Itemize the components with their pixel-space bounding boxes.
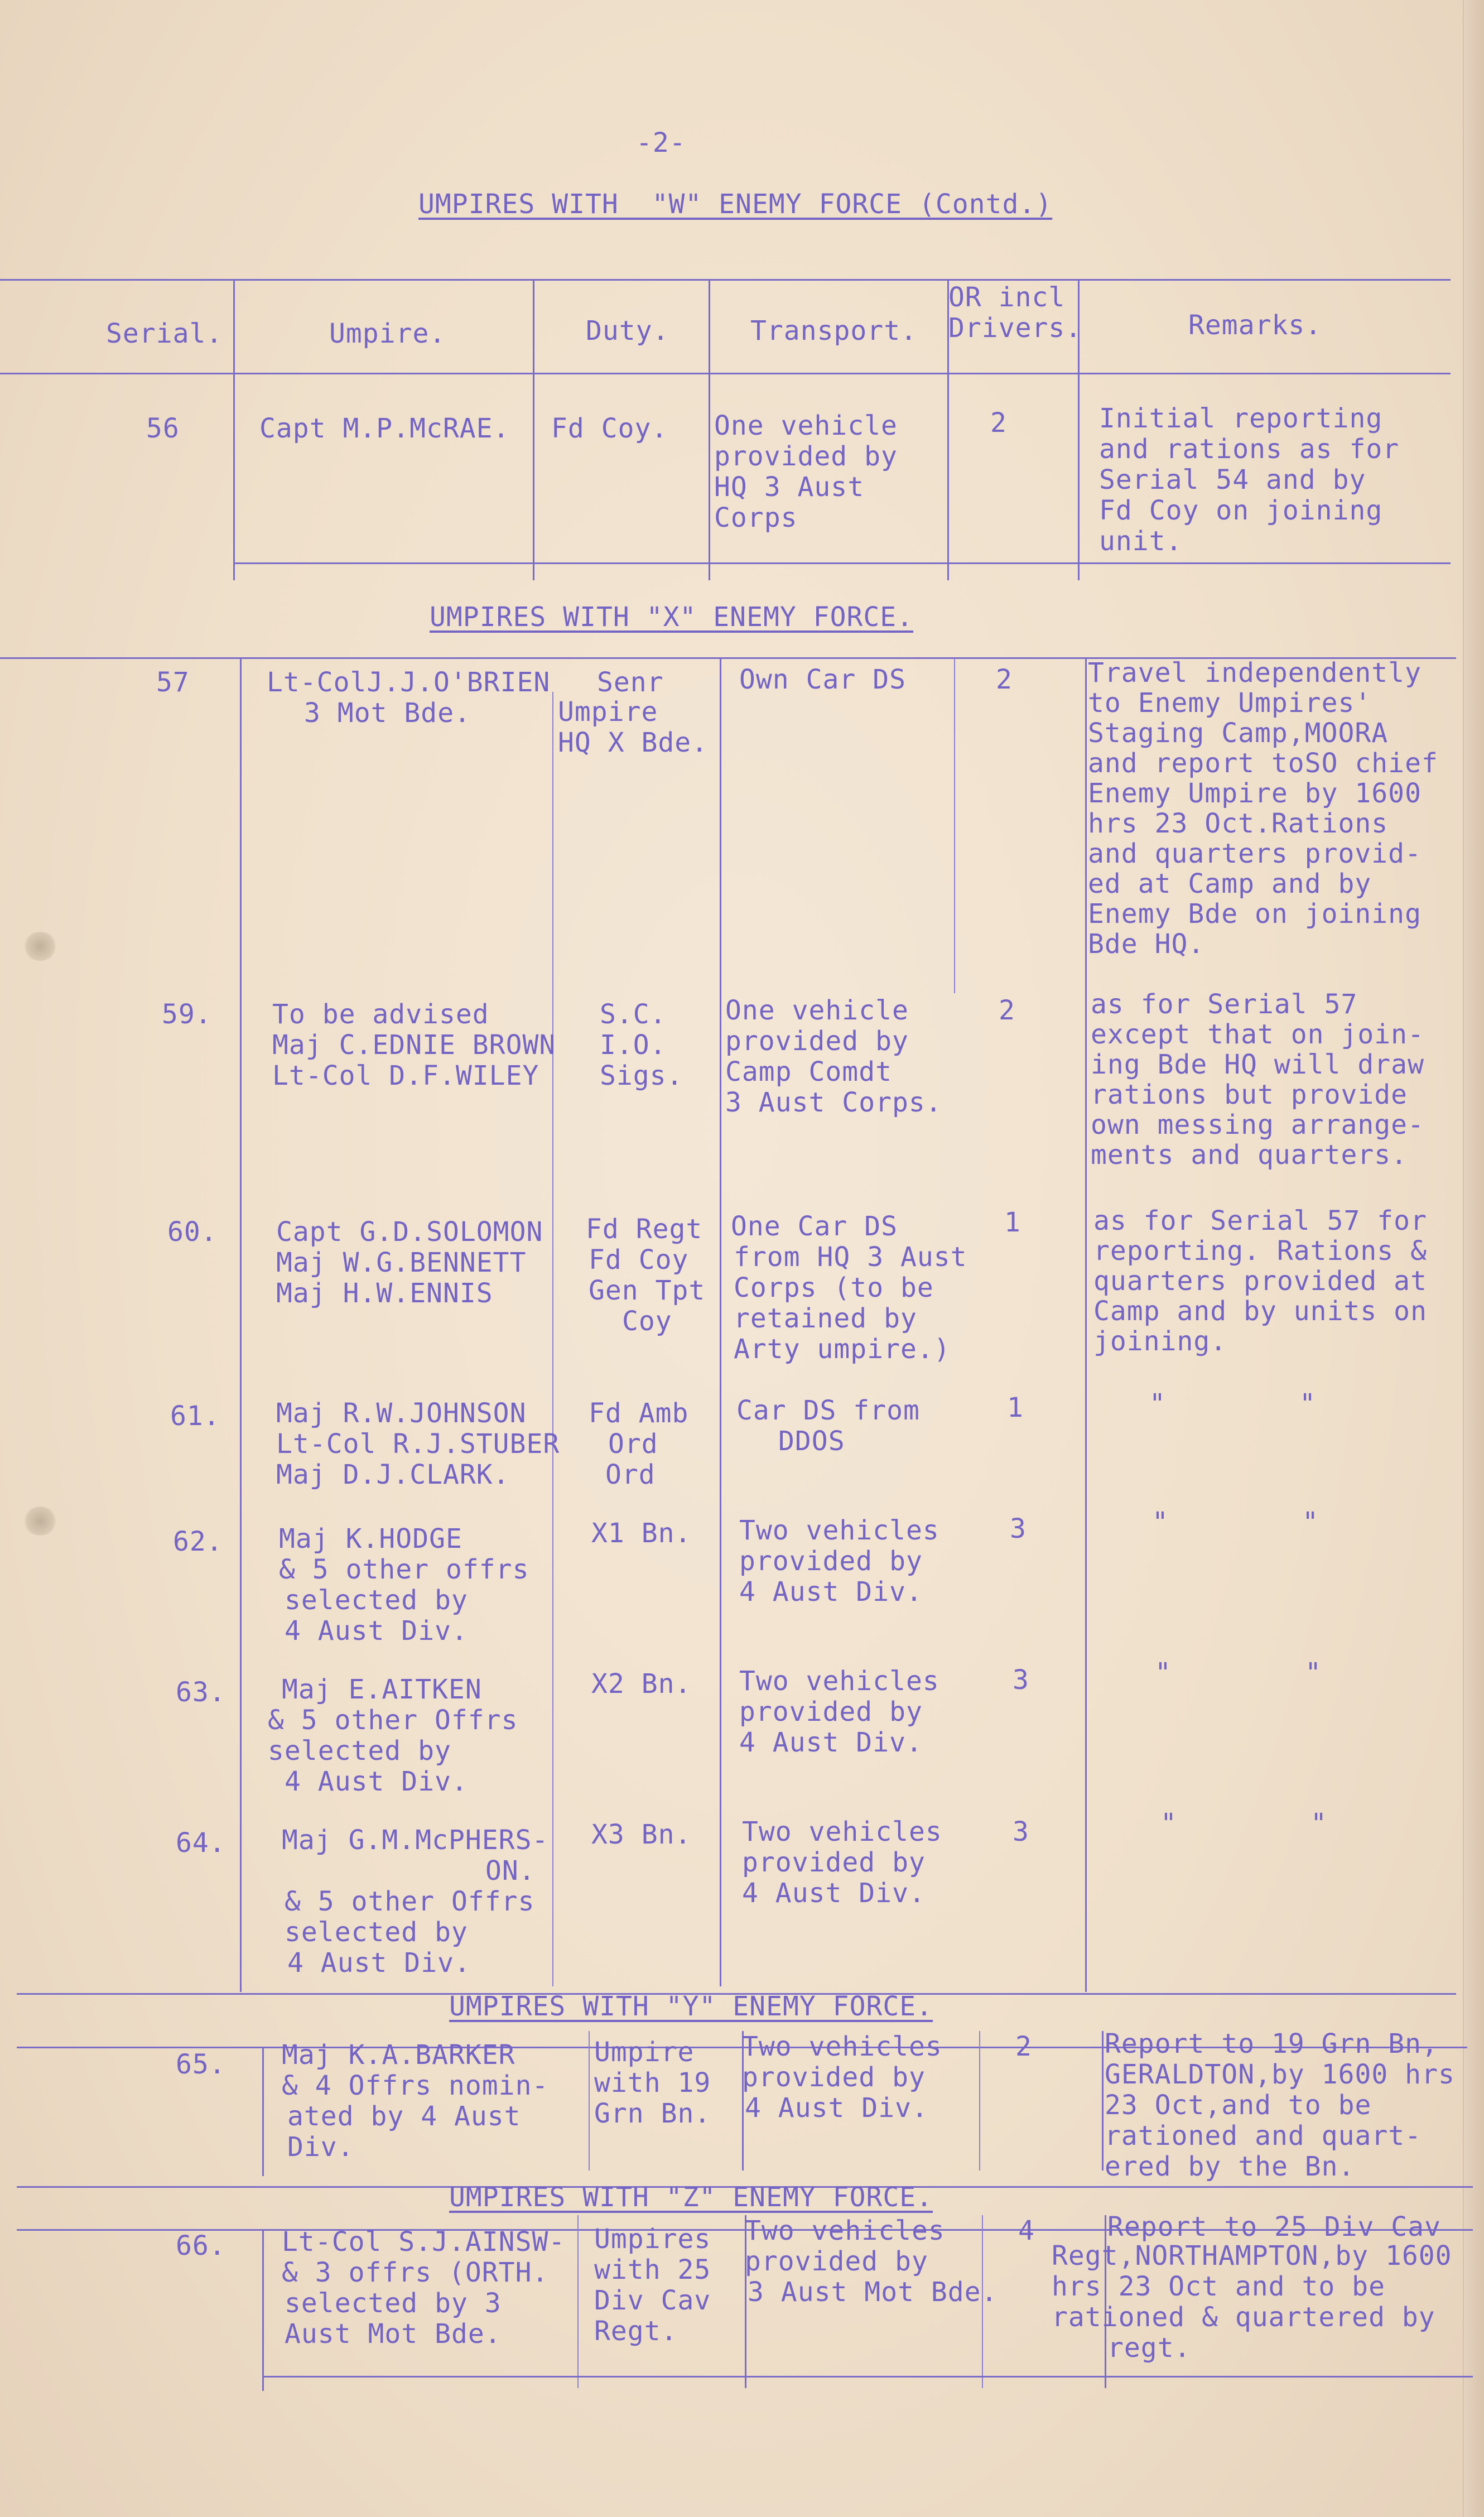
row-63-umpire: selected by xyxy=(268,1735,451,1767)
row-59-remarks: except that on join- xyxy=(1091,1019,1424,1050)
row-62-serial: 62. xyxy=(173,1526,223,1557)
row-65-remarks: GERALDTON,by 1600 hrs xyxy=(1105,2059,1455,2090)
row-60-remarks: joining. xyxy=(1093,1326,1227,1357)
section-x-heading: UMPIRES WITH "X" ENEMY FORCE. xyxy=(430,601,914,633)
row-57-remarks: Staging Camp,MOORA xyxy=(1088,718,1389,749)
header-duty: Duty. xyxy=(586,315,669,346)
row-66-transport: Two vehicles xyxy=(745,2215,945,2246)
row-62-umpire: 4 Aust Div. xyxy=(285,1615,468,1647)
row-63-transport: provided by xyxy=(739,1696,923,1727)
row-59-umpire: Maj C.EDNIE BROWN xyxy=(272,1029,556,1061)
col-divider xyxy=(1085,658,1087,1992)
row-64-transport: Two vehicles xyxy=(742,1816,942,1847)
header-top-rule xyxy=(0,279,1451,281)
col-divider xyxy=(954,658,955,993)
row-64-umpire: 4 Aust Div. xyxy=(287,1947,471,1979)
header-or-line2: Drivers. xyxy=(948,312,1082,344)
row-63-serial: 63. xyxy=(176,1677,226,1708)
table-bottom-rule xyxy=(262,2376,1473,2378)
row-59-transport: 3 Aust Corps. xyxy=(725,1087,942,1118)
row-64-remarks: " " xyxy=(1160,1808,1327,1839)
row-59-duty: Sigs. xyxy=(600,1060,683,1091)
section-z-heading: UMPIRES WITH "Z" ENEMY FORCE. xyxy=(449,2182,933,2213)
header-umpire: Umpire. xyxy=(329,318,446,349)
row-63-umpire: & 5 other Offrs xyxy=(268,1705,518,1736)
row-62-umpire: Maj K.HODGE xyxy=(279,1523,462,1555)
row-66-transport: provided by xyxy=(745,2246,928,2277)
row-56-remarks: Fd Coy on joining xyxy=(1099,495,1383,526)
row-57-remarks: Bde HQ. xyxy=(1088,928,1205,960)
row-66-umpire: & 3 offrs (ORTH. xyxy=(282,2257,549,2288)
row-63-transport: 4 Aust Div. xyxy=(739,1727,923,1758)
row-64-umpire: Maj G.M.McPHERS- xyxy=(282,1825,549,1856)
row-66-remarks: Regt,NORTHAMPTON,by 1600 xyxy=(1052,2240,1452,2271)
row-66-duty: Regt. xyxy=(594,2316,678,2347)
row-56-or: 2 xyxy=(990,407,1007,439)
row-65-umpire: Maj K.A.BARKER xyxy=(282,2039,515,2071)
row-57-remarks: Enemy Umpire by 1600 xyxy=(1088,778,1422,809)
row-57-remarks: Enemy Bde on joining xyxy=(1088,898,1422,930)
row-61-transport: Car DS from xyxy=(736,1395,920,1426)
row-65-umpire: Div. xyxy=(287,2131,354,2163)
row-65-umpire: ated by 4 Aust xyxy=(287,2101,521,2132)
row-64-transport: provided by xyxy=(742,1847,926,1878)
row-65-remarks: Report to 19 Grn Bn, xyxy=(1105,2028,1438,2059)
row-59-transport: One vehicle xyxy=(725,995,909,1026)
col-divider xyxy=(979,2031,980,2171)
row-59-remarks: rations but provide xyxy=(1091,1079,1408,1110)
row-62-umpire: & 5 other offrs xyxy=(279,1554,529,1585)
row-60-remarks: as for Serial 57 for xyxy=(1093,1205,1427,1236)
col-divider xyxy=(262,2048,264,2176)
row-61-remarks: " " xyxy=(1149,1388,1316,1419)
row-64-serial: 64. xyxy=(176,1827,226,1859)
row-60-serial: 60. xyxy=(167,1216,218,1248)
row-60-transport: Corps (to be xyxy=(734,1272,934,1303)
row-61-transport: DDOS xyxy=(778,1426,845,1457)
row-66-duty: Umpires xyxy=(594,2224,711,2255)
header-transport: Transport. xyxy=(750,315,917,346)
row-66-remarks: regt. xyxy=(1107,2332,1191,2364)
row-66-umpire: Aust Mot Bde. xyxy=(285,2318,502,2350)
row-61-umpire: Maj D.J.CLARK. xyxy=(276,1459,510,1490)
row-62-umpire: selected by xyxy=(285,1585,468,1616)
row-64-umpire: & 5 other Offrs xyxy=(285,1886,535,1917)
row-59-umpire: Lt-Col D.F.WILEY xyxy=(272,1060,539,1091)
row-57-transport: Own Car DS xyxy=(739,664,906,695)
col-divider xyxy=(589,2031,590,2171)
row-59-transport: provided by xyxy=(725,1026,909,1057)
row-65-duty: with 19 xyxy=(594,2067,711,2099)
page-edge xyxy=(1463,0,1484,2517)
row-59-or: 2 xyxy=(999,995,1015,1026)
row-60-remarks: reporting. Rations & xyxy=(1093,1235,1427,1267)
row-65-transport: 4 Aust Div. xyxy=(745,2092,928,2124)
row-62-remarks: " " xyxy=(1152,1507,1319,1538)
col-divider xyxy=(720,658,721,1986)
row-60-transport: from HQ 3 Aust xyxy=(734,1241,967,1273)
section-y-heading: UMPIRES WITH "Y" ENEMY FORCE. xyxy=(449,1991,933,2022)
row-60-umpire: Capt G.D.SOLOMON xyxy=(276,1216,543,1248)
row-56-transport: HQ 3 Aust xyxy=(714,471,865,503)
row-57-remarks: Travel independently xyxy=(1088,657,1422,689)
row-61-serial: 61. xyxy=(170,1401,220,1432)
row-66-umpire: Lt-Col S.J.AINSW- xyxy=(282,2226,566,2258)
row-56-bottom-rule xyxy=(234,562,1451,564)
col-divider xyxy=(577,2215,579,2388)
row-60-transport: retained by xyxy=(734,1303,917,1334)
row-62-transport: provided by xyxy=(739,1546,923,1577)
row-57-umpire: Lt-ColJ.J.O'BRIEN xyxy=(267,667,551,698)
col-divider xyxy=(240,658,242,1992)
row-57-umpire: 3 Mot Bde. xyxy=(304,697,471,729)
punch-hole-bottom xyxy=(22,1507,58,1536)
row-63-umpire: 4 Aust Div. xyxy=(285,1766,468,1797)
row-56-transport: provided by xyxy=(714,441,898,472)
row-66-serial: 66. xyxy=(176,2230,226,2261)
header-serial: Serial. xyxy=(106,318,223,349)
row-57-remarks: hrs 23 Oct.Rations xyxy=(1088,808,1389,839)
row-59-duty: I.O. xyxy=(600,1029,667,1061)
row-62-or: 3 xyxy=(1010,1513,1027,1544)
row-59-transport: Camp Comdt xyxy=(725,1056,892,1087)
row-65-serial: 65. xyxy=(176,2049,226,2080)
row-64-or: 3 xyxy=(1013,1816,1029,1847)
row-60-umpire: Maj W.G.BENNETT xyxy=(276,1247,527,1278)
row-57-remarks: and report toSO chief xyxy=(1088,748,1438,779)
row-62-transport: Two vehicles xyxy=(739,1515,939,1546)
col-divider xyxy=(552,692,553,1986)
row-56-remarks: Initial reporting xyxy=(1099,403,1383,434)
row-59-remarks: as for Serial 57 xyxy=(1091,989,1358,1020)
row-63-transport: Two vehicles xyxy=(739,1666,939,1697)
row-64-umpire: selected by xyxy=(285,1917,468,1948)
header-bottom-rule xyxy=(0,373,1451,374)
row-65-remarks: rationed and quart- xyxy=(1105,2120,1422,2152)
col-divider xyxy=(233,279,235,580)
row-57-duty: Umpire xyxy=(558,696,658,728)
row-61-duty: Fd Amb xyxy=(589,1398,689,1429)
row-61-duty: Ord xyxy=(608,1428,658,1460)
row-65-remarks: 23 Oct,and to be xyxy=(1105,2090,1372,2121)
row-63-or: 3 xyxy=(1013,1664,1029,1696)
row-65-or: 2 xyxy=(1015,2031,1032,2062)
row-66-duty: with 25 xyxy=(594,2254,711,2285)
page-title: UMPIRES WITH "W" ENEMY FORCE (Contd.) xyxy=(418,189,1053,220)
col-divider xyxy=(262,2229,264,2391)
row-60-umpire: Maj H.W.ENNIS xyxy=(276,1278,493,1309)
row-61-umpire: Lt-Col R.J.STUBER xyxy=(276,1428,560,1460)
row-59-remarks: own messing arrange- xyxy=(1091,1109,1424,1140)
row-61-or: 1 xyxy=(1007,1392,1024,1423)
row-60-transport: Arty umpire.) xyxy=(734,1334,951,1365)
row-60-transport: One Car DS xyxy=(731,1211,898,1242)
row-66-or: 4 xyxy=(1018,2215,1035,2246)
row-59-remarks: ing Bde HQ will draw xyxy=(1091,1049,1424,1080)
row-57-or: 2 xyxy=(996,664,1013,695)
row-56-transport: Corps xyxy=(714,502,798,533)
page-number: -2- xyxy=(636,127,686,158)
row-63-duty: X2 Bn. xyxy=(591,1668,692,1700)
row-57-remarks: to Enemy Umpires' xyxy=(1088,687,1372,719)
row-65-transport: provided by xyxy=(742,2062,926,2093)
row-57-duty: Senr xyxy=(597,667,664,698)
row-62-duty: X1 Bn. xyxy=(591,1518,692,1549)
row-60-or: 1 xyxy=(1004,1207,1021,1238)
header-or-line1: OR incl xyxy=(948,282,1066,313)
row-59-duty: S.C. xyxy=(600,999,667,1030)
col-divider xyxy=(533,279,534,580)
row-59-umpire: To be advised xyxy=(272,999,489,1030)
row-66-transport: 3 Aust Mot Bde. xyxy=(748,2277,998,2308)
row-63-remarks: " " xyxy=(1155,1657,1322,1688)
row-66-remarks: Report to 25 Div Cav xyxy=(1107,2211,1441,2242)
row-62-transport: 4 Aust Div. xyxy=(739,1576,923,1608)
row-63-umpire: Maj E.AITKEN xyxy=(282,1674,482,1705)
row-65-remarks: ered by the Bn. xyxy=(1105,2151,1355,2182)
row-61-duty: Ord xyxy=(605,1459,656,1490)
row-60-duty: Fd Regt xyxy=(586,1214,703,1245)
row-66-remarks: rationed & quartered by xyxy=(1052,2302,1435,2333)
row-65-duty: Grn Bn. xyxy=(594,2098,711,2129)
row-65-transport: Two vehicles xyxy=(742,2031,942,2062)
header-remarks: Remarks. xyxy=(1188,310,1322,341)
row-59-remarks: ments and quarters. xyxy=(1091,1139,1408,1171)
col-divider xyxy=(709,279,710,580)
row-56-umpire: Capt M.P.McRAE. xyxy=(259,413,510,444)
row-56-remarks: Serial 54 and by xyxy=(1099,464,1366,495)
row-56-transport: One vehicle xyxy=(714,410,898,441)
row-61-umpire: Maj R.W.JOHNSON xyxy=(276,1398,527,1429)
row-56-remarks: unit. xyxy=(1099,526,1183,557)
row-56-remarks: and rations as for xyxy=(1099,434,1400,465)
row-56-duty: Fd Coy. xyxy=(551,413,668,444)
col-divider xyxy=(1102,2031,1104,2171)
row-56-serial: 56 xyxy=(146,413,180,444)
row-57-duty: HQ X Bde. xyxy=(558,727,709,758)
row-64-umpire: ON. xyxy=(485,1855,536,1886)
row-59-serial: 59. xyxy=(162,999,212,1030)
row-60-duty: Coy xyxy=(622,1306,672,1337)
row-60-remarks: Camp and by units on xyxy=(1093,1296,1427,1327)
row-57-remarks: and quarters provid- xyxy=(1088,838,1422,869)
row-66-duty: Div Cav xyxy=(594,2285,711,2316)
row-66-umpire: selected by 3 xyxy=(285,2288,502,2319)
row-64-duty: X3 Bn. xyxy=(591,1819,692,1850)
row-65-umpire: & 4 Offrs nomin- xyxy=(282,2070,549,2101)
row-64-transport: 4 Aust Div. xyxy=(742,1878,926,1909)
row-60-duty: Gen Tpt xyxy=(589,1275,706,1306)
row-57-serial: 57 xyxy=(156,667,190,698)
punch-hole-top xyxy=(22,932,58,961)
row-65-duty: Umpire xyxy=(594,2037,695,2068)
row-60-duty: Fd Coy xyxy=(589,1244,689,1276)
row-66-remarks: hrs 23 Oct and to be xyxy=(1052,2271,1385,2302)
row-60-remarks: quarters provided at xyxy=(1093,1265,1427,1297)
row-57-remarks: ed at Camp and by xyxy=(1088,868,1372,899)
